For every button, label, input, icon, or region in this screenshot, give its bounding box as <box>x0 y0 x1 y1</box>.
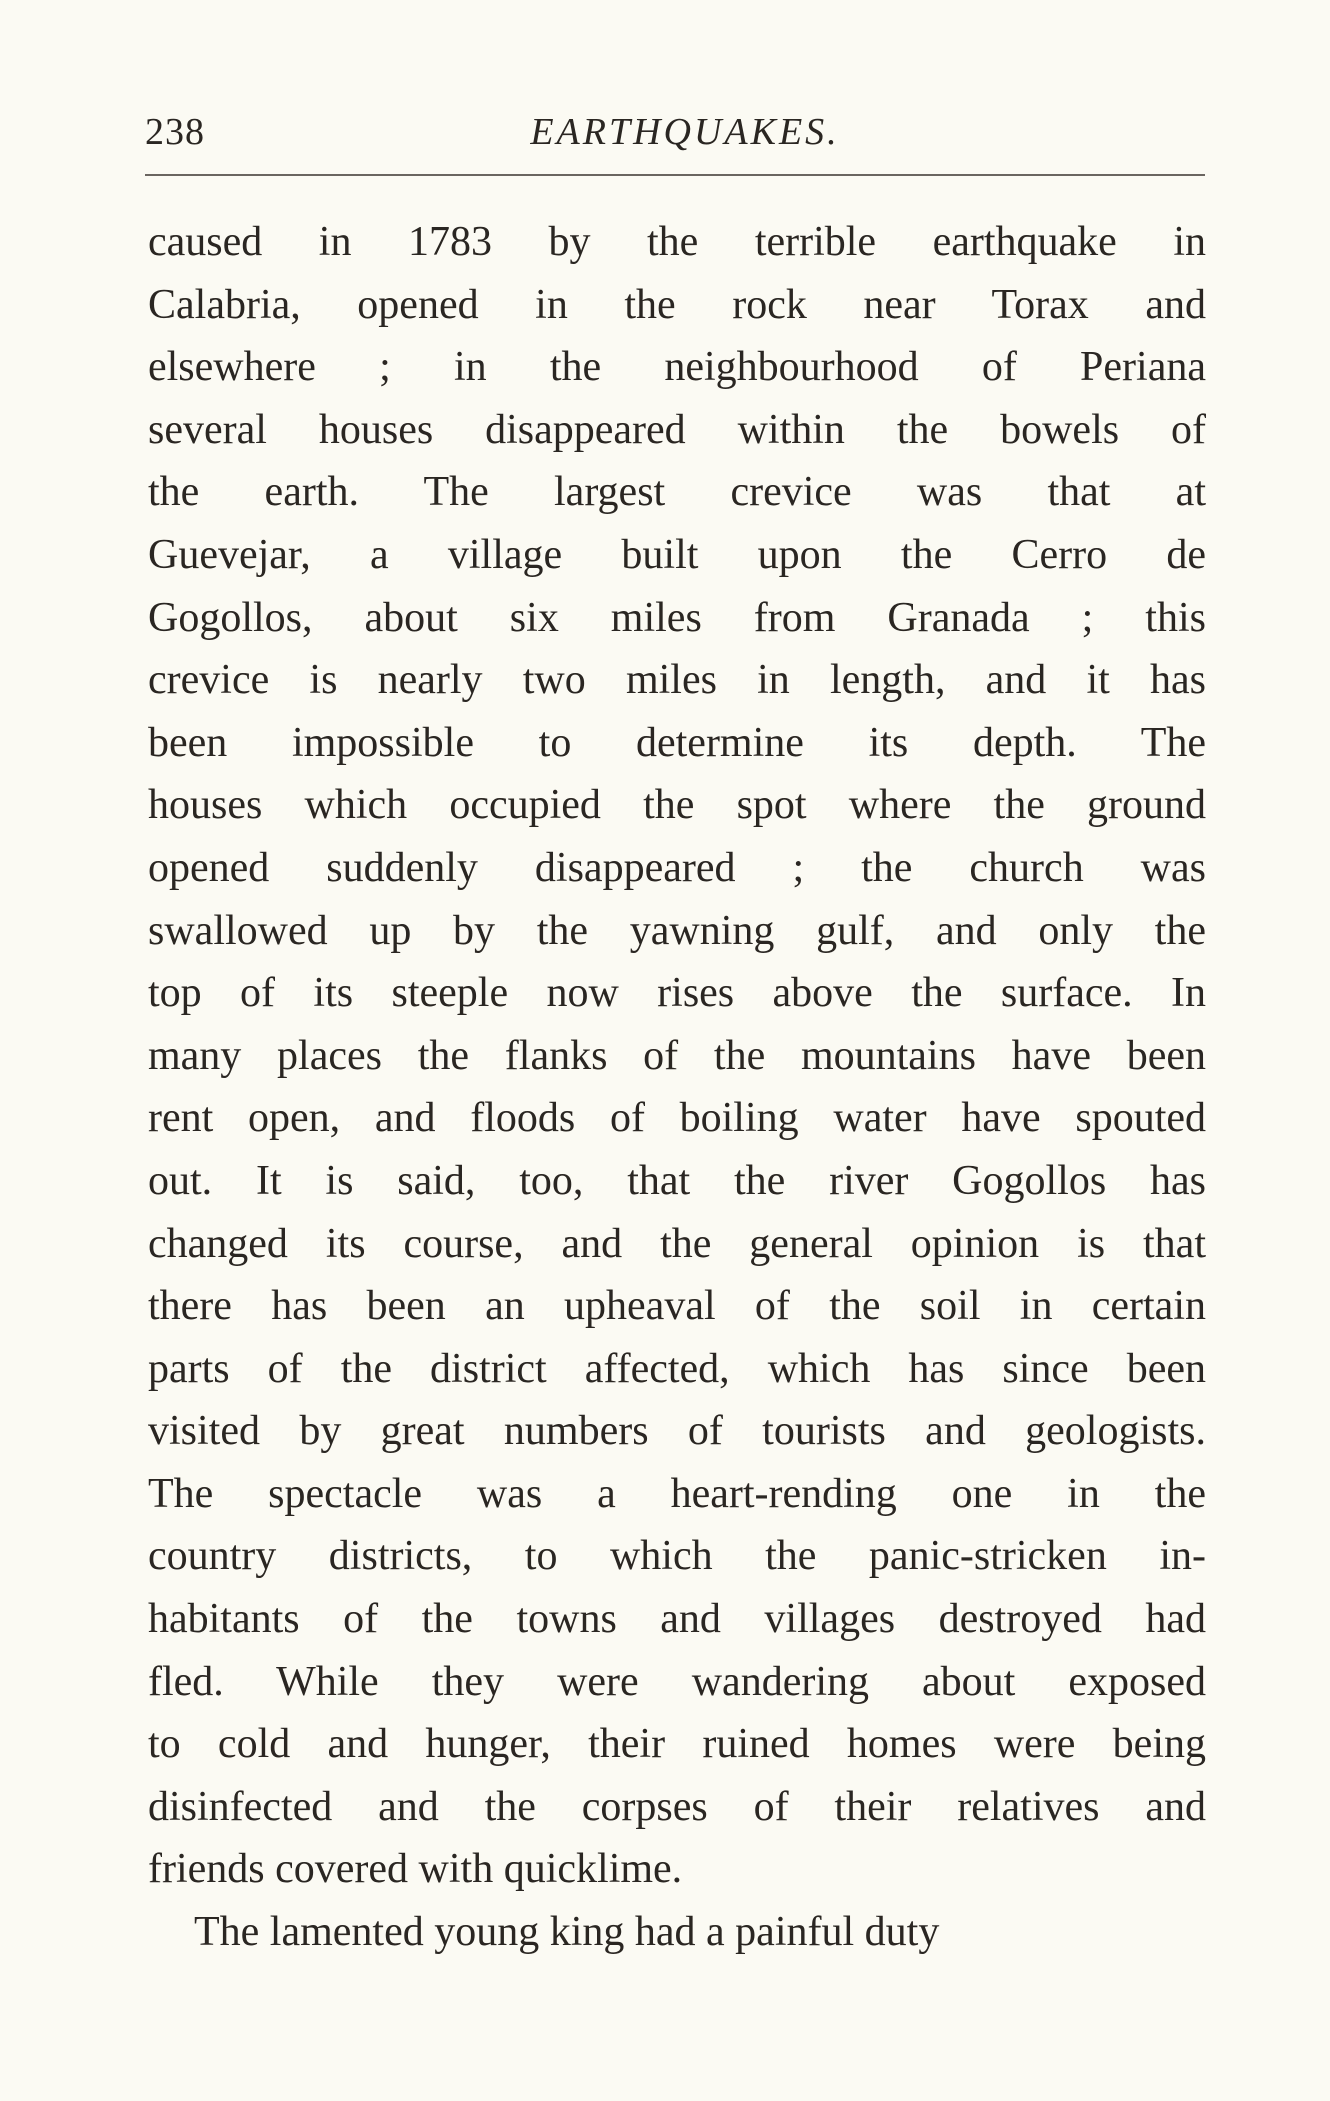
text-line: friends covered with quicklime. <box>148 1846 683 1893</box>
text-line: been impossible to determine its depth. The <box>148 719 1206 766</box>
text-line: Calabria, opened in the rock near Torax and <box>148 281 1206 328</box>
text-line: opened suddenly disappeared ; the church was <box>148 844 1206 891</box>
text-line: visited by great numbers of tourists and geologists. <box>148 1408 1206 1455</box>
text-line: caused in 1783 by the terrible earthquake in <box>148 219 1206 265</box>
text-line: fled. While they were wandering about exposed <box>148 1658 1206 1705</box>
text-line: out. It is said, too, that the river Gogollos has <box>148 1157 1206 1204</box>
text-line: swallowed up by the yawning gulf, and only the <box>148 907 1206 954</box>
text-line: Guevejar, a village built upon the Cerro de <box>148 531 1206 578</box>
text-line: the earth. The largest crevice was that at <box>148 469 1206 516</box>
text-line: The spectacle was a heart-rending one in the <box>148 1470 1206 1517</box>
text-line: houses which occupied the spot where the ground <box>148 782 1206 829</box>
text-line: crevice is nearly two miles in length, and it has <box>148 657 1206 704</box>
text-line: there has been an upheaval of the soil in certain <box>148 1283 1206 1330</box>
text-line: several houses disappeared within the bowels of <box>148 406 1206 453</box>
header-rule <box>145 174 1205 176</box>
text-line: Gogollos, about six miles from Granada ; this <box>148 594 1206 641</box>
text-line: many places the flanks of the mountains have been <box>148 1032 1206 1079</box>
page-number: 238 <box>145 111 205 153</box>
text-line: changed its course, and the general opinion is that <box>148 1220 1206 1267</box>
text-line: habitants of the towns and villages destroyed had <box>148 1596 1206 1643</box>
text-line: parts of the district affected, which has since been <box>148 1345 1206 1392</box>
text-line: country districts, to which the panic-stricken in- <box>148 1533 1206 1580</box>
text-line: to cold and hunger, their ruined homes were being <box>148 1721 1206 1768</box>
text-line: elsewhere ; in the neighbourhood of Periana <box>148 344 1206 391</box>
text-line: top of its steeple now rises above the surface. In <box>148 970 1206 1017</box>
running-head <box>145 102 1205 162</box>
text-line: The lamented young king had a painful duty <box>194 1909 940 1956</box>
text-line: rent open, and floods of boiling water have spouted <box>148 1095 1206 1142</box>
running-title: EARTHQUAKES. <box>530 111 840 153</box>
body-text <box>148 211 1206 1964</box>
text-line: disinfected and the corpses of their relatives and <box>148 1783 1206 1830</box>
